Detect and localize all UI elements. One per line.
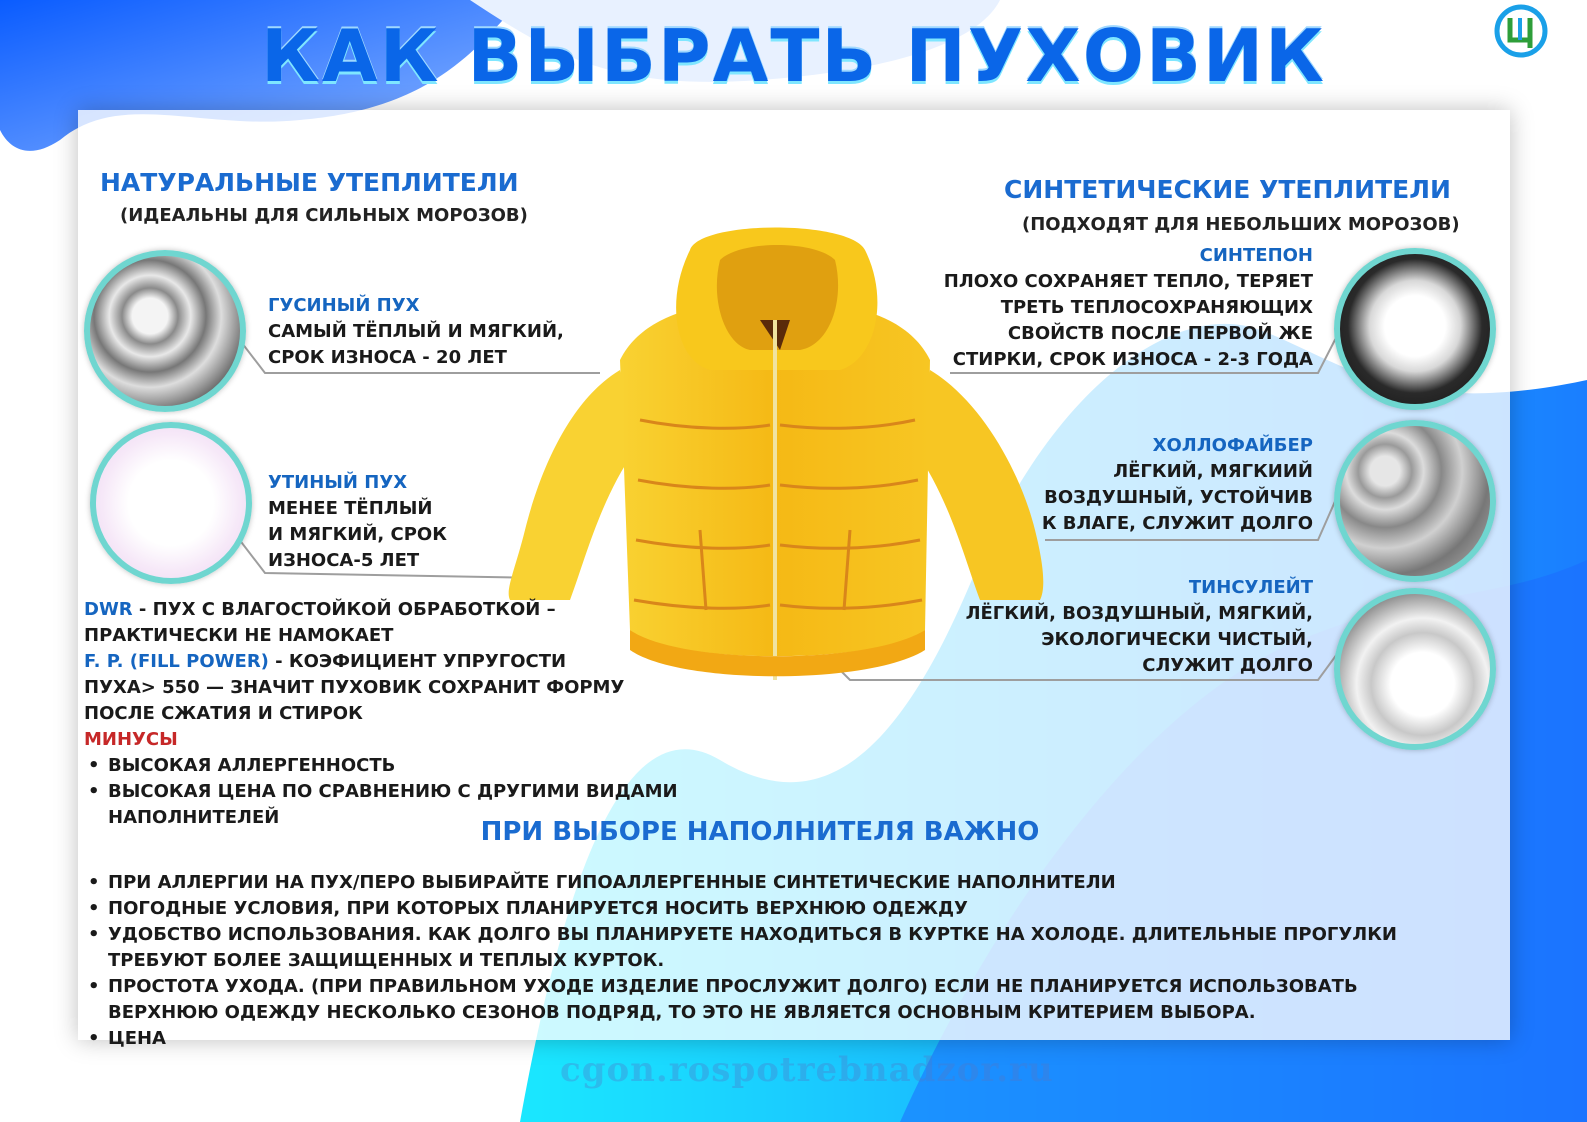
thinsulate-line: ЛЁГКИЙ, ВОЗДУШНЫЙ, МЯГКИЙ,	[965, 603, 1313, 624]
list-item: • ПРОСТОТА УХОДА. (ПРИ ПРАВИЛЬНОМ УХОДЕ ИЗДЕЛИЕ ПРОСЛУЖИТ ДОЛГО) ЕСЛИ НЕ ПЛАНИРУЕТСЯ ИСПОЛЬЗОВАТЬ ВЕРХНЮЮ ОДЕЖДУ НЕСКОЛЬКО СЕЗОНОВ ПОДРЯД, ТО ЭТО НЕ ЯВЛЯЕТСЯ ОСНОВНЫМ КРИТЕРИЕМ ВЫБОРА.	[84, 974, 1464, 1026]
duck-down-title: УТИНЫЙ ПУХ	[268, 472, 408, 493]
list-item: • ВЫСОКАЯ АЛЛЕРГЕННОСТЬ	[84, 753, 844, 779]
thinsulate-line: ЭКОЛОГИЧЕСКИ ЧИСТЫЙ,	[1041, 629, 1313, 650]
list-item: • ПОГОДНЫЕ УСЛОВИЯ, ПРИ КОТОРЫХ ПЛАНИРУЕТСЯ НОСИТЬ ВЕРХНЮЮ ОДЕЖДУ	[84, 896, 1464, 922]
important-list-container	[84, 870, 1464, 1052]
duck-down-line: МЕНЕЕ ТЁПЛЫЙ	[268, 498, 433, 519]
goose-down-title: ГУСИНЫЙ ПУХ	[268, 295, 420, 316]
sintepon-line: СТИРКИ, СРОК ИЗНОСА - 2-3 ГОДА	[952, 349, 1313, 370]
watermark: cgon.rospotrebnadzor.ru	[560, 1050, 1054, 1090]
natural-section-title: НАТУРАЛЬНЫЕ УТЕПЛИТЕЛИ	[100, 168, 519, 197]
fill-power-text-2: ПУХА> 550 — ЗНАЧИТ ПУХОВИК СОХРАНИТ ФОРМУ	[84, 677, 625, 698]
sintepon-line: ТРЕТЬ ТЕПЛОСОХРАНЯЮЩИХ	[1000, 297, 1313, 318]
goose-down-description	[268, 293, 564, 371]
thinsulate-title: ТИНСУЛЕЙТ	[1188, 577, 1313, 598]
duck-down-description	[268, 470, 447, 574]
list-item: • ВЫСОКАЯ ЦЕНА ПО СРАВНЕНИЮ С ДРУГИМИ ВИДАМИ НАПОЛНИТЕЛЕЙ	[84, 779, 844, 831]
goose-down-line: САМЫЙ ТЁПЛЫЙ И МЯГКИЙ,	[268, 321, 564, 342]
dwr-text: - ПУХ С ВЛАГОСТОЙКОЙ ОБРАБОТКОЙ –	[132, 599, 556, 620]
natural-section-subtitle: (ИДЕАЛЬНЫ ДЛЯ СИЛЬНЫХ МОРОЗОВ)	[120, 205, 528, 226]
minus-title: МИНУСЫ	[84, 729, 178, 750]
fill-power-text-3: ПОСЛЕ СЖАТИЯ И СТИРОК	[84, 703, 363, 724]
dwr-text-2: ПРАКТИЧЕСКИ НЕ НАМОКАЕТ	[84, 625, 394, 646]
list-item: • ПРИ АЛЛЕРГИИ НА ПУХ/ПЕРО ВЫБИРАЙТЕ ГИПОАЛЛЕРГЕННЫЕ СИНТЕТИЧЕСКИЕ НАПОЛНИТЕЛИ	[84, 870, 1464, 896]
page-title: КАК ВЫБРАТЬ ПУХОВИК	[261, 14, 1326, 98]
duck-down-line: ИЗНОСА-5 ЛЕТ	[268, 550, 420, 571]
down-notes	[84, 597, 844, 831]
list-item: • ЦЕНА	[84, 1026, 1464, 1052]
sintepon-title: СИНТЕПОН	[1199, 245, 1313, 266]
fill-power-term: F. P. (FILL POWER)	[84, 651, 269, 672]
duck-down-line: И МЯГКИЙ, СРОК	[268, 524, 447, 545]
fill-power-text: - КОЭФИЦИЕНТ УПРУГОСТИ	[268, 651, 567, 672]
important-section-title: ПРИ ВЫБОРЕ НАПОЛНИТЕЛЯ ВАЖНО	[480, 817, 1040, 847]
sintepon-line: ПЛОХО СОХРАНЯЕТ ТЕПЛО, ТЕРЯЕТ	[943, 271, 1313, 292]
thinsulate-description	[966, 575, 1313, 679]
hollofiber-description	[1042, 433, 1313, 537]
hollofiber-line: К ВЛАГЕ, СЛУЖИТ ДОЛГО	[1041, 513, 1313, 534]
dwr-term: DWR	[84, 599, 133, 620]
hollofiber-line: ВОЗДУШНЫЙ, УСТОЙЧИВ	[1044, 487, 1313, 508]
hollofiber-line: ЛЁГКИЙ, МЯГКИИЙ	[1113, 461, 1313, 482]
important-list	[84, 870, 1464, 1052]
sintepon-description	[944, 243, 1313, 373]
sintepon-line: СВОЙСТВ ПОСЛЕ ПЕРВОЙ ЖЕ	[1007, 323, 1313, 344]
synthetic-section-title: СИНТЕТИЧЕСКИЕ УТЕПЛИТЕЛИ	[1004, 175, 1451, 204]
goose-down-line: СРОК ИЗНОСА - 20 ЛЕТ	[268, 347, 507, 368]
synthetic-section-subtitle: (ПОДХОДЯТ ДЛЯ НЕБОЛЬШИХ МОРОЗОВ)	[1022, 214, 1460, 235]
hollofiber-title: ХОЛЛОФАЙБЕР	[1152, 435, 1313, 456]
thinsulate-line: СЛУЖИТ ДОЛГО	[1142, 655, 1313, 676]
list-item: • УДОБСТВО ИСПОЛЬЗОВАНИЯ. КАК ДОЛГО ВЫ ПЛАНИРУЕТЕ НАХОДИТЬСЯ В КУРТКЕ НА ХОЛОДЕ. ДЛИТЕЛЬНЫЕ ПРОГУЛКИ ТРЕБУЮТ БОЛЕЕ ЗАЩИЩЕННЫХ И ТЕПЛЫХ КУРТОК.	[84, 922, 1464, 974]
